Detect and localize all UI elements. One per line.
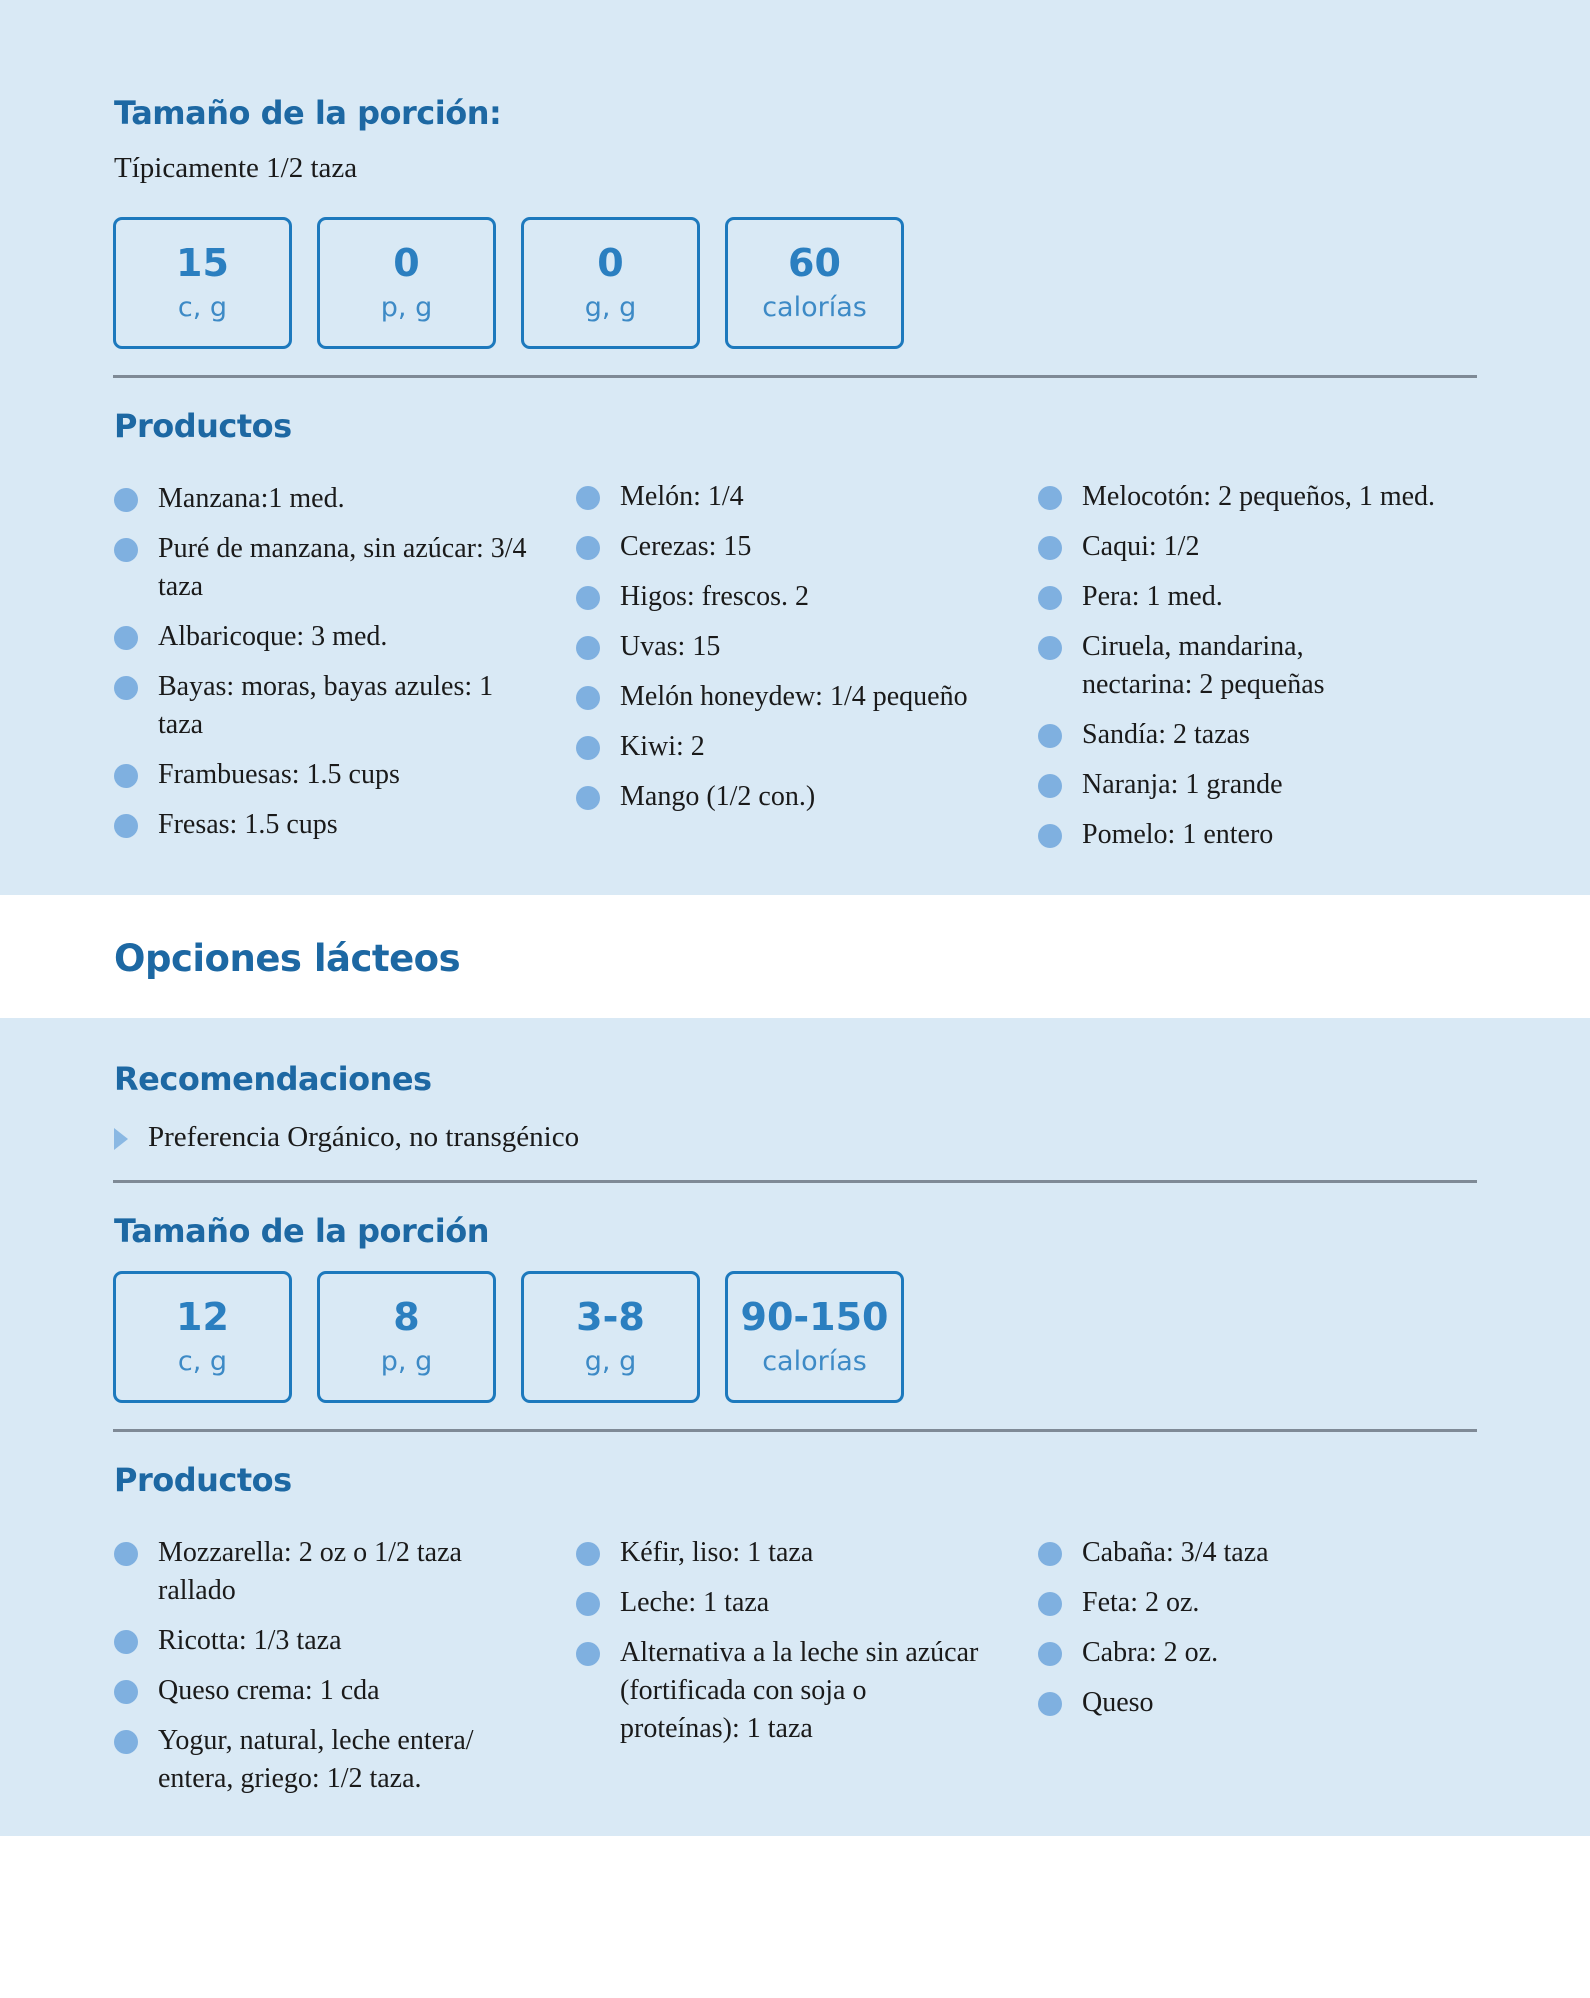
fruits-serving-title: Tamaño de la porción:: [114, 94, 502, 132]
bullet-icon: [576, 486, 600, 510]
bullet-icon: [1038, 536, 1062, 560]
bullet-icon: [114, 764, 138, 788]
carbs-unit: c, g: [177, 292, 228, 324]
list-item: Leche: 1 taza: [576, 1584, 986, 1622]
fruits-products-col-2: [576, 478, 976, 828]
calories-box: [725, 1271, 904, 1403]
list-item: Melón honeydew: 1/4 pequeño: [576, 678, 976, 716]
bullet-icon: [1038, 1642, 1062, 1666]
bullet-icon: [576, 736, 600, 760]
bullet-icon: [1038, 774, 1062, 798]
recommendation-item: Preferencia Orgánico, no transgénico: [114, 1121, 579, 1154]
bullet-icon: [576, 636, 600, 660]
list-item: Cerezas: 15: [576, 528, 976, 566]
bullet-icon: [576, 586, 600, 610]
list-item: Mango (1/2 con.): [576, 778, 976, 816]
list-item: Uvas: 15: [576, 628, 976, 666]
list-item: Cabra: 2 oz.: [1038, 1634, 1478, 1672]
dairy-products-col-1: [114, 1534, 534, 1810]
dairy-products-col-3: [1038, 1534, 1478, 1734]
list-item: Ciruela, mandarina, nectarina: 2 pequeñas: [1038, 628, 1412, 704]
bullet-icon: [576, 786, 600, 810]
fruits-nutrition-boxes: [113, 217, 904, 349]
bullet-icon: [114, 538, 138, 562]
bullet-icon: [1038, 1692, 1062, 1716]
fat-box: [521, 217, 700, 349]
list-item: Yogur, natural, leche entera/ entera, griego: 1/2 taza.: [114, 1722, 534, 1798]
bullet-icon: [114, 488, 138, 512]
bullet-icon: [576, 686, 600, 710]
list-item: Ricotta: 1/3 taza: [114, 1622, 534, 1660]
list-item: Caqui: 1/2: [1038, 528, 1538, 566]
bullet-icon: [1038, 486, 1062, 510]
fat-unit: g, g: [584, 292, 637, 324]
list-item: Kéfir, liso: 1 taza: [576, 1534, 986, 1572]
calories-unit: calorías: [762, 1346, 867, 1378]
protein-box: [317, 217, 496, 349]
bullet-icon: [114, 814, 138, 838]
carbs-box: [113, 217, 292, 349]
list-item: Queso crema: 1 cda: [114, 1672, 534, 1710]
list-item: Melón: 1/4: [576, 478, 976, 516]
triangle-bullet-icon: [114, 1128, 128, 1150]
protein-unit: p, g: [380, 1346, 433, 1378]
bullet-icon: [114, 1730, 138, 1754]
bullet-icon: [576, 1592, 600, 1616]
bullet-icon: [114, 1630, 138, 1654]
dairy-products-col-2: [576, 1534, 986, 1760]
divider: [113, 1180, 1477, 1183]
bullet-icon: [576, 536, 600, 560]
list-item: Sandía: 2 tazas: [1038, 716, 1538, 754]
carbs-value: 15: [176, 241, 229, 286]
list-item: Feta: 2 oz.: [1038, 1584, 1478, 1622]
carbs-unit: c, g: [177, 1346, 228, 1378]
list-item: Higos: frescos. 2: [576, 578, 976, 616]
list-item: Naranja: 1 grande: [1038, 766, 1538, 804]
fruits-products-title: Productos: [114, 407, 292, 445]
list-item: Frambuesas: 1.5 cups: [114, 756, 534, 794]
list-item: Manzana:1 med.: [114, 480, 534, 518]
bullet-icon: [1038, 1592, 1062, 1616]
bullet-icon: [1038, 636, 1062, 660]
protein-value: 8: [393, 1295, 420, 1340]
dairy-section-title: Opciones lácteos: [114, 937, 461, 980]
list-item: Queso: [1038, 1684, 1478, 1722]
fat-value: 3-8: [576, 1295, 645, 1340]
list-item: Kiwi: 2: [576, 728, 976, 766]
recommendations-title: Recomendaciones: [114, 1060, 432, 1098]
calories-value: 60: [788, 241, 841, 286]
list-item: Cabaña: 3/4 taza: [1038, 1534, 1478, 1572]
protein-box: [317, 1271, 496, 1403]
calories-value: 90-150: [740, 1295, 889, 1340]
list-item: Pomelo: 1 entero: [1038, 816, 1538, 854]
fruits-products-col-1: [114, 480, 534, 856]
protein-unit: p, g: [380, 292, 433, 324]
carbs-box: [113, 1271, 292, 1403]
calories-box: [725, 217, 904, 349]
bullet-icon: [1038, 824, 1062, 848]
calories-unit: calorías: [762, 292, 867, 324]
list-item: Puré de manzana, sin azúcar: 3/4 taza: [114, 530, 534, 606]
bullet-icon: [114, 1542, 138, 1566]
divider: [113, 375, 1477, 378]
bullet-icon: [1038, 586, 1062, 610]
fat-unit: g, g: [584, 1346, 637, 1378]
fruits-products-col-3: [1038, 478, 1538, 866]
list-item: Fresas: 1.5 cups: [114, 806, 534, 844]
list-item: Pera: 1 med.: [1038, 578, 1538, 616]
dairy-serving-title: Tamaño de la porción: [114, 1212, 489, 1250]
bullet-icon: [114, 626, 138, 650]
list-item: Albaricoque: 3 med.: [114, 618, 534, 656]
dairy-nutrition-boxes: [113, 1271, 904, 1403]
fruits-serving-text: Típicamente 1/2 taza: [114, 152, 358, 184]
bullet-icon: [576, 1642, 600, 1666]
fat-value: 0: [597, 241, 624, 286]
dairy-products-title: Productos: [114, 1461, 292, 1499]
list-item: Bayas: moras, bayas azules: 1 taza: [114, 668, 534, 744]
list-item: Alternativa a la leche sin azúcar (fortificada con soja o proteínas): 1 taza: [576, 1634, 986, 1748]
bullet-icon: [114, 1680, 138, 1704]
list-item: Melocotón: 2 pequeños, 1 med.: [1038, 478, 1538, 516]
list-item: Mozzarella: 2 oz o 1/2 taza rallado: [114, 1534, 534, 1610]
fat-box: [521, 1271, 700, 1403]
divider: [113, 1429, 1477, 1432]
bullet-icon: [1038, 724, 1062, 748]
protein-value: 0: [393, 241, 420, 286]
bullet-icon: [1038, 1542, 1062, 1566]
carbs-value: 12: [176, 1295, 229, 1340]
bullet-icon: [576, 1542, 600, 1566]
bullet-icon: [114, 676, 138, 700]
